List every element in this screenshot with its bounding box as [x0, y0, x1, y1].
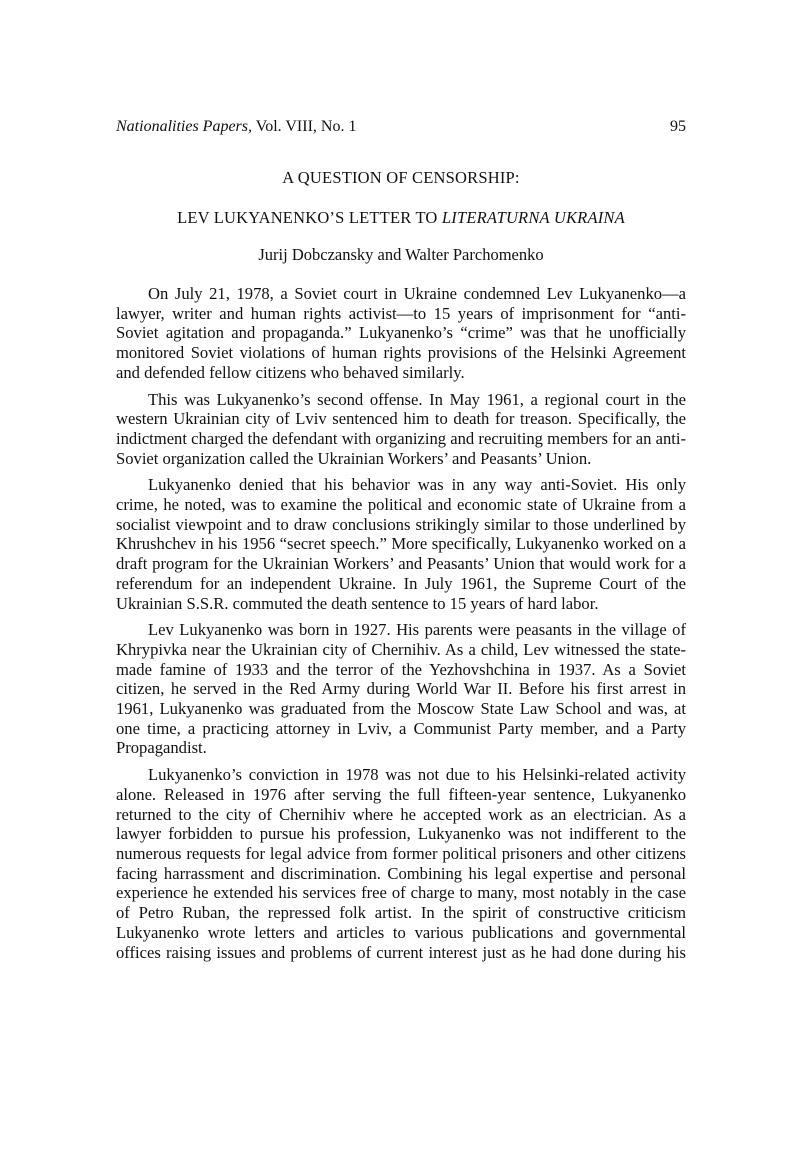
article-title-italic: LITERATURNA UKRAINA [441, 208, 625, 227]
volume-info: Vol. VIII, No. 1 [252, 118, 357, 135]
article-authors: Jurij Dobczansky and Walter Parchomenko [258, 245, 544, 264]
body-paragraph: This was Lukyanenko’s second offense. In May 1961, a regional court in the western Ukrainian city of Lviv sentenced him to death for treason. Specifically, the indictment charged the defendant with organizing and recruiting members for an anti-Soviet organization called the Ukrainian Workers’ and Peasants’ Union. [116, 389, 686, 468]
article-title-prefix: LEV LUKYANENKO’S LETTER TO [177, 208, 442, 227]
body-paragraph: Lukyanenko denied that his behavior was in any way anti-Soviet. His only crime, he noted, was to examine the political and economic state of Ukraine from a socialist viewpoint and to draw conclusions strikingly similar to those underlined by Khrushchev in his 1956 “secret speech.” More specifically, Lukyanenko worked on a draft program for the Ukrainian Workers’ and Peasants’ Union that would work for a referendum for an independent Ukraine. In July 1961, the Supreme Court of the Ukrainian S.S.R. commuted the death sentence to 15 years of hard labor. [116, 475, 686, 613]
page-number: 95 [670, 118, 686, 135]
body-paragraph: Lev Lukyanenko was born in 1927. His parents were peasants in the village of Khrypivka near the Ukrainian city of Chernihiv. As a child, Lev witnessed the state-made famine of 1933 and the terror of the Yezhovshchina in 1937. As a Soviet citizen, he served in the Red Army during World War II. Before his first arrest in 1961, Lukyanenko was graduated from the Moscow State Law School and was, at one time, a practicing attorney in Lviv, a Communist Party member, and a Party Propagandist. [116, 620, 686, 758]
article-title-line-1: A QUESTION OF CENSORSHIP: [282, 168, 520, 187]
article-body [116, 284, 686, 982]
journal-title: Nationalities Papers, [116, 118, 252, 135]
article-title-line-2 [116, 207, 686, 229]
running-head [116, 116, 686, 138]
body-paragraph: On July 21, 1978, a Soviet court in Ukraine condemned Lev Lukyanenko—a lawyer, writer and human rights activist—to 15 years of imprisonment for “anti-Soviet agitation and propaganda.” Lukyanenko’s “crime” was that he unofficially monitored Soviet violations of human rights provisions of the Helsinki Agreement and defended fellow citizens who behaved similarly. [116, 284, 686, 382]
body-paragraph: Lukyanenko’s conviction in 1978 was not due to his Helsinki-related activity alone. Released in 1976 after serving the full fifteen-year sentence, Lukyanenko returned to the city of Chernihiv where he accepted work as an electrician. As a lawyer forbidden to pursue his profession, Lukyanenko was not indifferent to the numerous requests for legal advice from former political prisoners and other citizens facing harrassment and discrimination. Combining his legal expertise and personal experience he extended his services free of charge to many, most notably in the case of Petro Ruban, the repressed folk artist. In the spirit of constructive criticism Lukyanenko wrote letters and articles to various publications and governmental offices raising issues and problems of current interest just as he had done during his [116, 765, 686, 962]
